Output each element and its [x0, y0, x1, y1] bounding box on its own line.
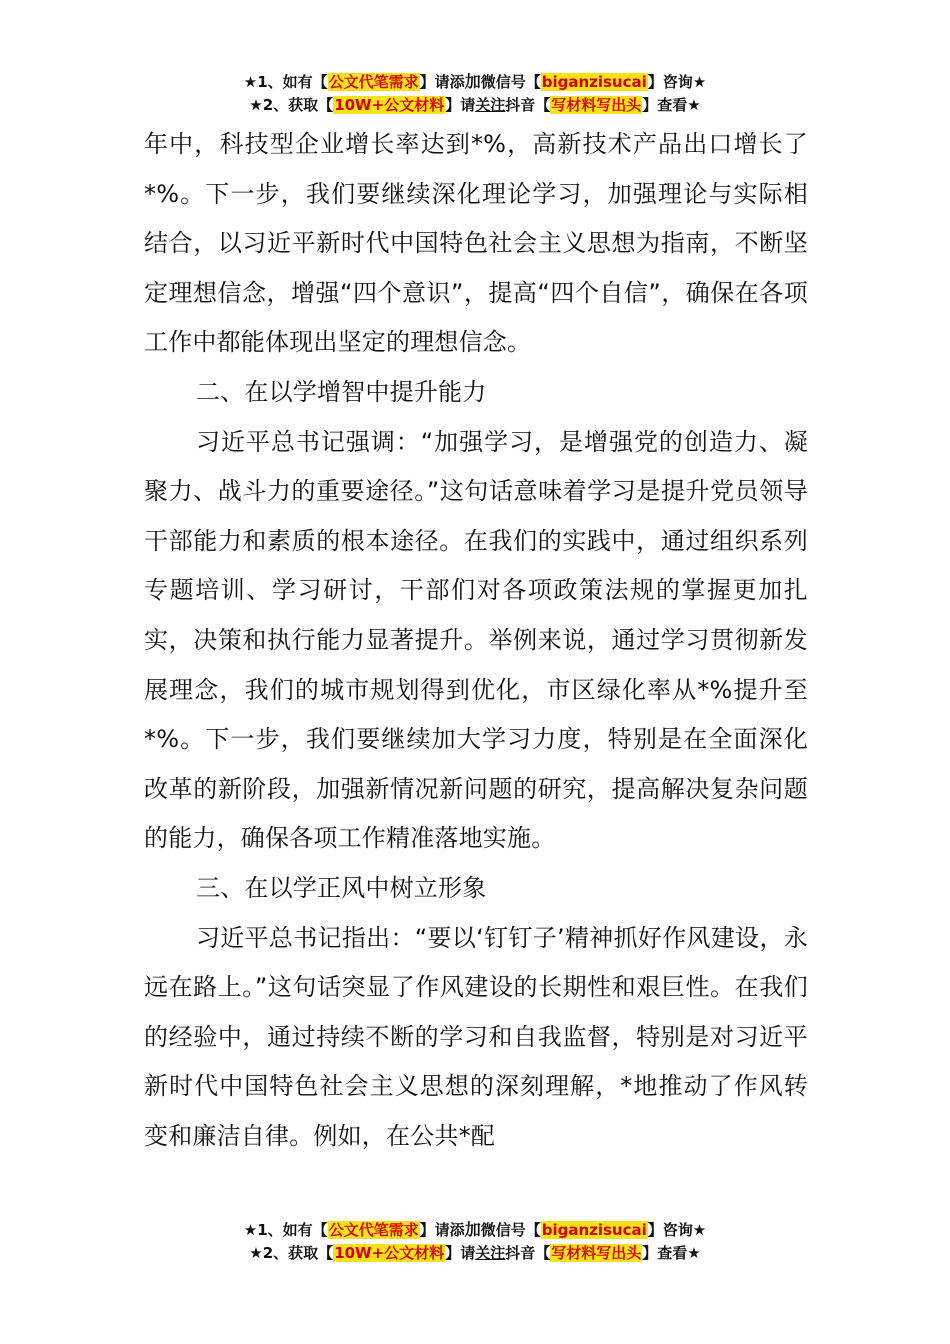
douyin-account-highlight: 写材料写出头: [551, 1244, 642, 1262]
service-highlight: 公文代笔需求: [328, 1221, 419, 1239]
service-highlight: 公文代笔需求: [328, 73, 419, 91]
section-heading-3: 三、在以学正风中树立形象: [196, 873, 487, 902]
banner-emphasis: 关注: [475, 96, 506, 114]
wechat-id-highlight: biganzisucai: [541, 73, 647, 91]
banner-text: 】请添: [419, 1221, 465, 1239]
banner-text: 】查看★: [642, 96, 701, 114]
section-heading-2: 二、在以学增智中提升能力: [196, 377, 487, 406]
wechat-id-highlight: biganzisucai: [541, 1221, 647, 1239]
banner-text: 】咨询★: [647, 73, 707, 91]
banner-text: ★1、如有【: [243, 73, 328, 91]
banner-emphasis: 关注: [475, 1244, 506, 1262]
banner-text: 微信号【: [480, 73, 541, 91]
banner-text: ★2、获取【: [249, 1244, 334, 1262]
document-body: [144, 120, 808, 1161]
banner-emphasis: 加: [464, 72, 481, 91]
banner-text: 】咨询★: [647, 1221, 707, 1239]
bottom-banner: [0, 1218, 950, 1265]
materials-highlight: 10W+公文材料: [334, 1244, 445, 1262]
paragraph-2: 习近平总书记强调：“加强学习，是增强党的创造力、凝聚力、战斗力的重要途径。”这句话意味着学习是提升党员领导干部能力和素质的根本途径。在我们的实践中，通过组织系列专题培训、学习研讨，干部们对各项政策法规的掌握更加扎实，决策和执行能力显著提升。举例来说，通过学习贯彻新发展理念，我们的城市规划得到优化，市区绿化率从*%提升至*%。下一步，我们要继续加大学习力度，特别是在全面深化改革的新阶段，加强新情况新问题的研究，提高解决复杂问题的能力，确保各项工作精准落地实施。: [144, 427, 808, 853]
banner-text: 微信号【: [480, 1221, 541, 1239]
banner-line-1: [0, 1218, 950, 1242]
banner-text: 】请: [445, 1244, 476, 1262]
banner-line-2: [0, 1242, 950, 1265]
banner-text: 】查看★: [642, 1244, 701, 1262]
materials-highlight: 10W+公文材料: [334, 96, 445, 114]
banner-text: ★2、获取【: [249, 96, 334, 114]
banner-text: ★1、如有【: [243, 1221, 328, 1239]
banner-emphasis: 加: [464, 1220, 481, 1239]
banner-line-2: [0, 94, 950, 117]
banner-text: 抖音【: [505, 96, 551, 114]
banner-text: 抖音【: [505, 1244, 551, 1262]
top-banner: [0, 70, 950, 117]
douyin-account-highlight: 写材料写出头: [551, 96, 642, 114]
paragraph-3: 习近平总书记指出：“要以‘钉钉子’精神抓好作风建设，永远在路上。”这句话突显了作风建设的长期性和艰巨性。在我们的经验中，通过持续不断的学习和自我监督，特别是对习近平新时代中国特色社会主义思想的深刻理解，*地推动了作风转变和廉洁自律。例如，在公共*配: [144, 923, 808, 1150]
banner-text: 】请: [445, 96, 476, 114]
banner-text: 】请添: [419, 73, 465, 91]
paragraph-1: 年中，科技型企业增长率达到*%，高新技术产品出口增长了*%。下一步，我们要继续深化理论学习，加强理论与实际相结合，以习近平新时代中国特色社会主义思想为指南，不断坚定理想信念，增强“四个意识”，提高“四个自信”，确保在各项工作中都能体现出坚定的理想信念。: [144, 130, 808, 357]
banner-line-1: [0, 70, 950, 94]
